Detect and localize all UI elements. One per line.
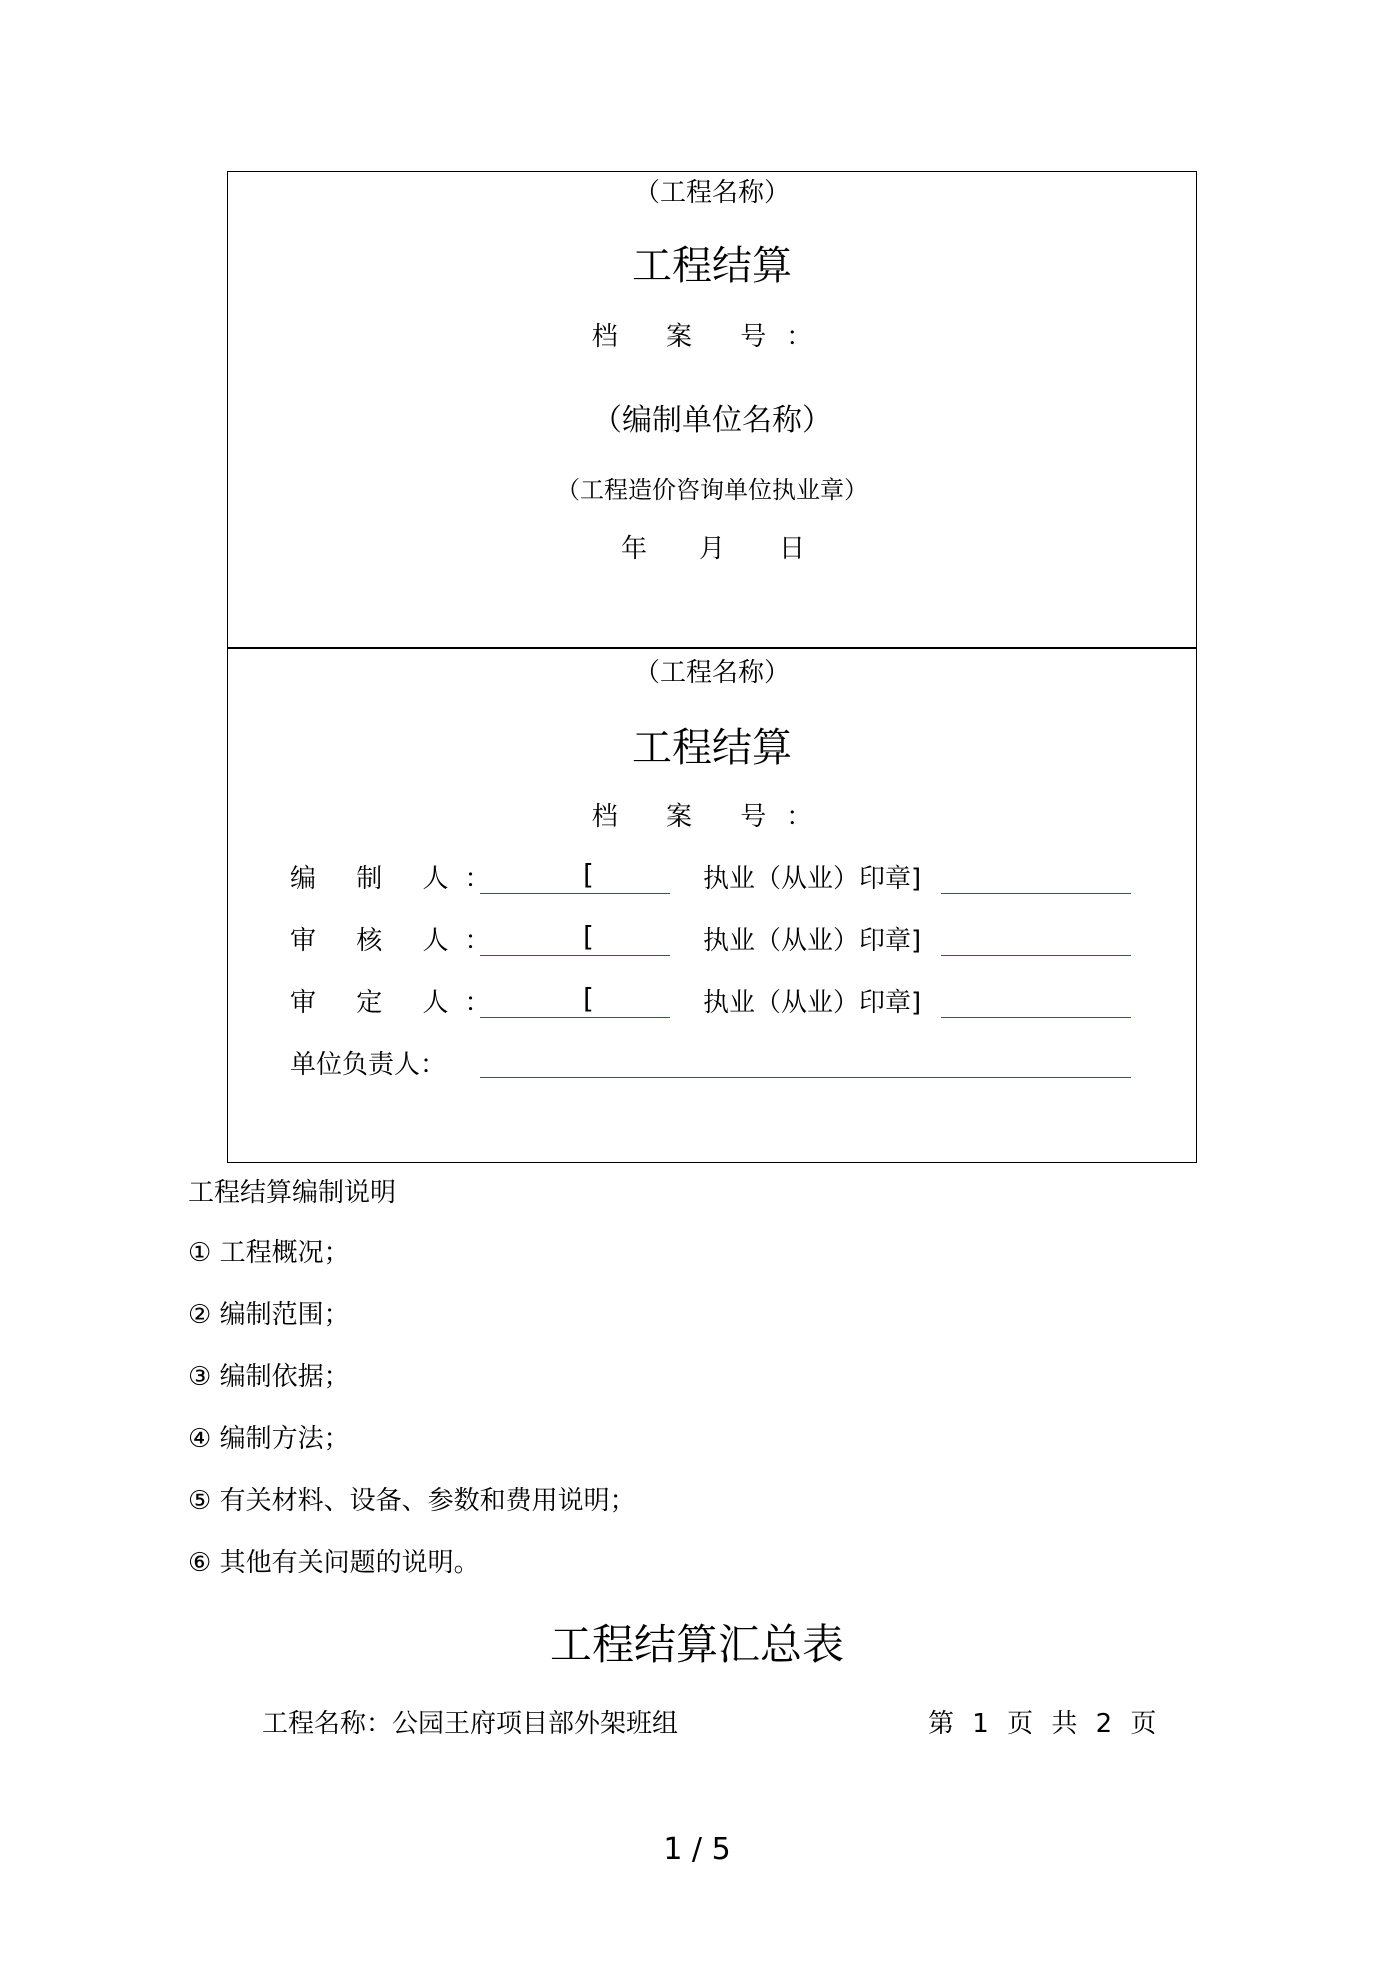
org-name-placeholder: （编制单位名称） xyxy=(592,403,832,438)
project-name-placeholder: （工程名称） xyxy=(633,178,790,208)
notes-item: ① 工程概况； xyxy=(188,1238,350,1268)
compiler-seal-label: 执业（从业）印章] xyxy=(703,864,922,894)
notes-item: ② 编制范围； xyxy=(188,1300,350,1330)
notes-item: ⑥ 其他有关问题的说明。 xyxy=(188,1548,480,1578)
archive-number-label: 档 案 号： xyxy=(591,802,833,832)
notes-heading: 工程结算编制说明 xyxy=(188,1178,397,1208)
cover-page-2 xyxy=(227,647,1197,1163)
compiler-signature-line xyxy=(480,893,670,894)
approver-bracket: [ xyxy=(583,982,594,1015)
date-day: 日 xyxy=(779,534,806,564)
seal-placeholder: （工程造价咨询单位执业章） xyxy=(556,476,868,504)
summary-project-line: 工程名称：公园王府项目部外架班组 xyxy=(262,1709,679,1739)
notes-item: ③ 编制依据； xyxy=(188,1362,350,1392)
reviewer-label: 审 核 人： xyxy=(290,926,507,956)
unit-leader-label: 单位负责人： xyxy=(290,1050,447,1080)
approver-seal-line xyxy=(941,1017,1131,1018)
approver-seal-label: 执业（从业）印章] xyxy=(703,988,922,1018)
reviewer-bracket: [ xyxy=(583,920,594,953)
compiler-bracket: [ xyxy=(583,858,594,891)
compiler-label: 编 制 人： xyxy=(290,864,507,894)
approver-signature-line xyxy=(480,1017,670,1018)
cover-title: 工程结算 xyxy=(632,243,792,289)
project-name-placeholder: （工程名称） xyxy=(633,658,790,688)
summary-title: 工程结算汇总表 xyxy=(549,1620,844,1669)
compiler-seal-line xyxy=(941,893,1131,894)
cover-page-1 xyxy=(227,171,1197,649)
notes-item: ④ 编制方法； xyxy=(188,1424,350,1454)
cover-title: 工程结算 xyxy=(632,725,792,771)
reviewer-seal-line xyxy=(941,955,1131,956)
notes-item: ⑤ 有关材料、设备、参数和费用说明； xyxy=(188,1486,636,1516)
reviewer-signature-line xyxy=(480,955,670,956)
date-year: 年 xyxy=(621,534,648,564)
unit-leader-signature-line xyxy=(480,1077,1131,1078)
summary-page-info: 第 1 页 共 2 页 xyxy=(928,1709,1157,1739)
date-month: 月 xyxy=(699,534,726,564)
archive-number-label: 档 案 号： xyxy=(591,322,833,352)
approver-label: 审 定 人： xyxy=(290,988,507,1018)
reviewer-seal-label: 执业（从业）印章] xyxy=(703,926,922,956)
page-number: 1 / 5 xyxy=(663,1832,731,1867)
